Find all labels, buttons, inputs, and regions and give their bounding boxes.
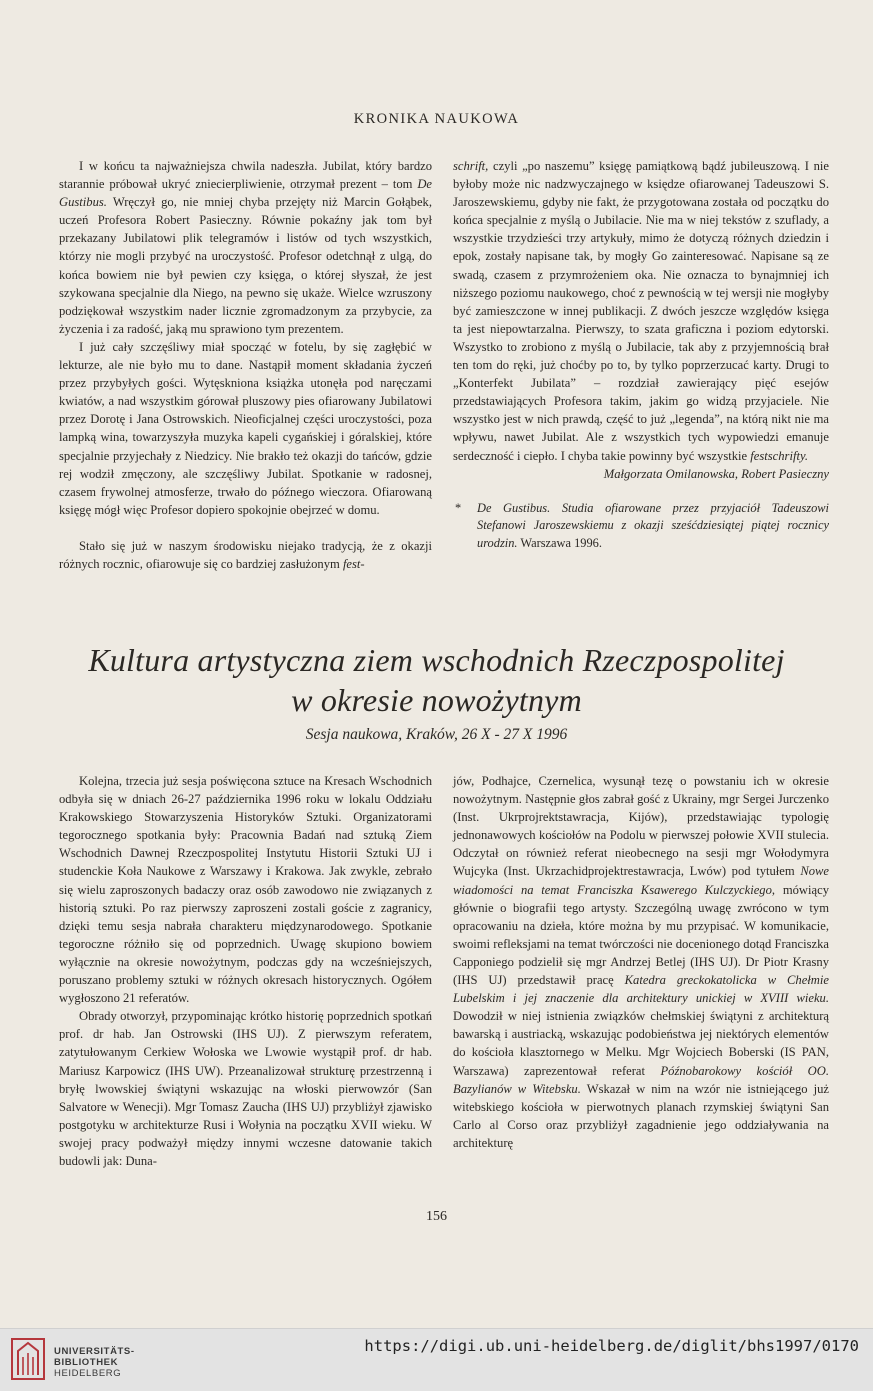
footnote-mark: * bbox=[455, 500, 462, 515]
permalink-url[interactable]: https://digi.ub.uni-heidelberg.de/diglit/bhs1997/0170 bbox=[364, 1337, 859, 1355]
viewer-footer bbox=[0, 1328, 873, 1391]
paragraph: I już cały szczęśliwy miał spocząć w fotelu, by się zagłębić w lekturze, ale nie było mu to dane. Nastąpił moment składania życzeń przez przybyłych gości. Wytęskniona książka utonęła pod naręczami kwiatów, a nad wszystkim górował pluszowy pies ofiarowany Jubilatowi przez Dorotę i Jana Ostrowskich. Nieoficjalnej części uroczystości, poza lampką wina, towarzyszyła muzyka kapeli cygańskiej i góralskiej, które specjalnie przyjechały z Niedzicy. Nie brakło też okazji do tańców, gdzie rej wodził zmęczony, ale szczęśliwy Jubilat. Spotkanie w radosnej, czasem frywolnej atmosferze, trwało do późnego wieczora. Ofiarowaną księgę mógł więc Profesor dopiero spokojnie obejrzeć w domu. bbox=[59, 339, 432, 517]
paragraph: Kolejna, trzecia już sesja poświęcona sztuce na Kresach Wschodnich odbyła się w dniach 26-27 października 1996 roku w lokalu Oddziału Krakowskiego Stowarzyszenia Historyków Sztuki. Organizatorami tegorocznego spotkania były: Pracownia Badań nad sztuką Ziem Wschodnich Dawnej Rzeczpospolitej Instytutu Historii Sztuki UJ i studenckie Koła Naukowe z Warszawy i Krakowa. Jak zwykle, zebrało się wielu zaproszonych badaczy oraz osób zawodowo nie związanych z historią sztuki. Po raz pierwszy zaproszeni zostali goście z zagranicy, dzięki temu sesja nabrała charakteru międzynarodowego. Spotkanie tegoroczne różniło się od poprzednich. Uwagę skupiono bowiem wyłącznie na okresie nowożytnym, podczas gdy na wcześniejszych, poruszano problemy sztuki w różnych okresach historycznych. Ogółem wygłoszono 21 referatów. bbox=[59, 774, 432, 1006]
paragraph: schrift, czyli „po naszemu” księgę pamiątkową bądź jubileuszową. I nie byłoby może nic nadzwyczajnego w księdze ofiarowanej Tadeuszowi S. Jaroszewskiemu, gdyby nie fakt, że przygotowana została od początku do końca specjalnie z myślą o Jubilacie. Nie ma w niej tekstów z szuflady, a wszystkie trzydzieści trzy artykuły, mimo że dotyczą różnych dziedzin i epok, zostały napisane tak, by mogły Go zainteresować. Napisane są ze swadą, czasem z przymrożeniem oka. Nie oznacza to bynajmniej ich niższego poziomu naukowego, choć z pewnością w tej wersji nie mogłyby być zamieszczone w innej publikacji. Z dwóch jeszcze względów księga ta jest niepowtarzalna. Pierwszy, to szata graficzna i poziom edytorski. Wszystko to zrobiono z myślą o Jubilacie, tak aby z przyjemnością brał ten tom do ręki, już choćby po to, by tylko poprzerzucać karty. Drugi to „Konterfekt Jubilata” – rozdział zawierający pięć esejów przedstawiających Profesora takim, jakim go widzą przyjaciele. Nie wszystko jest w nich prawdą, część to już „legenda”, na którą nikt nie ma wpływu, nawet Jubilat. Ale z wszystkich tych wypowiedzi emanuje serdeczność i ciepło. I chyba takie powinny być wszystkie festschrifty. bbox=[453, 159, 829, 463]
column-left-top bbox=[59, 157, 432, 573]
column-right-top bbox=[453, 157, 829, 552]
article-title: Kultura artystyczna ziem wschodnich Rzeczpospolitej w okresie nowożytnym bbox=[88, 642, 785, 718]
column-right-bottom bbox=[453, 772, 829, 1152]
column-left-bottom bbox=[59, 772, 432, 1170]
page-number: 156 bbox=[426, 1209, 447, 1224]
signature: Małgorzata Omilanowska, Robert Pasieczny bbox=[603, 466, 829, 481]
paragraph: Obrady otworzył, przypominając krótko historię poprzednich spotkań prof. dr hab. Jan Ostrowski (IHS UJ). Z pierwszym referatem, zatytułowanym Cerkiew Wołoska we Lwowie wystąpił prof. dr hab. Mariusz Karpowicz (IHS UW). Przeanalizował strukturę przestrzenną i bryłę lwowskiej świątyni wskazując na włoski pierwowzór (San Salvatore w Wenecji). Mgr Tomasz Zaucha (IHS UJ) przybliżył zjawisko postgotyku w architekturze Rusi i Wołynia na początku XVII wieku. W swojej pracy podważył między innymi wczesne datowanie takich budowli jak: Duna- bbox=[59, 1009, 432, 1168]
paragraph: jów, Podhajce, Czernelica, wysunął tezę o powstaniu ich w okresie nowożytnym. Następnie głos zabrał gość z Ukrainy, mgr Sergei Jurczenko (Inst. Ukrprojrektstawracja, Kijów), przedstawiając typologię jednonawowych kościołów na Podolu w pierwszej połowie XVII stulecia. Odczytał on również referat nieobecnego na sesji mgr Wołodymyra Wujcyka (Inst. Ukrzachidprojektrestawracja, Lwów) pod tytułem Nowe wiadomości na temat Franciszka Ksawerego Kulczyckiego, mówiący głównie o biografii tego artysty. Szczególną uwagę zwrócono w tym opracowaniu na dzieła, które można by mu przypisać. W komunikacie, swoimi refleksjami na temat twórczości nie docenionego dotąd Franciszka Capponiego podzielił się mgr Andrzej Betlej (IHS UJ). Dr Piotr Krasny (IHS UJ) przedstawił pracę Katedra greckokatolicka w Chełmie Lubelskim i jej znaczenie dla architektury unickiej w XVIII wieku. Dowodził w niej istnienia związków chełmskiej świątyni z architekturą bawarską i austriacką, wskazując podobieństwa jej niektórych elementów do kościoła klasztornego w Melku. Mgr Wojciech Boberski (IS PAN, Warszawa) zaprezentował referat Późnobarokowy kościół OO. Bazylianów w Witebsku. Wskazał w nim na wzór nie istniejącego już witebskiego kościoła w pierwotnych planach rzymskiej świątyni San Carlo al Corso oraz przybliżył zagadnienie jego oddziaływania na architekturę bbox=[453, 774, 829, 1150]
library-name-line3: HEIDELBERG bbox=[54, 1368, 122, 1379]
footnote: * De Gustibus. Studia ofiarowane przez przyjaciół Tadeuszowi Stefanowi Jaroszewskiemu z okazji sześćdziesiątej piątej rocznicy urodzin. Warszawa 1996. bbox=[455, 500, 829, 550]
paragraph: Stało się już w naszym środowisku niejako tradycją, że z okazji różnych rocznic, ofiarowuje się co bardziej zasłużonym fest- bbox=[59, 538, 432, 571]
running-head: KRONIKA NAUKOWA bbox=[353, 111, 520, 127]
library-name-line1: UNIVERSITÄTS- bbox=[54, 1346, 135, 1357]
library-logo-icon bbox=[10, 1337, 46, 1381]
paragraph: I w końcu ta najważniejsza chwila nadeszła. Jubilat, który bardzo starannie próbował ukryć zniecierpliwienie, otrzymał prezent – tom De Gustibus. Wręczył go, nie mniej chyba przejęty niż Marcin Gołąbek, uczeń Profesora Robert Pasieczny. Równie pokaźny jak tom był przekazany Jubilatowi plik telegramów i listów od tych wszystkich, którzy nie mogli przybyć na uroczystość. Profesor odetchnął z ulgą, do końca bowiem nie był pewien czy księga, o której słyszał, że jest szykowana specjalnie dla Niego, na pewno się ukaże. Wielce wzruszony podziękował wszystkim nader licznie zgromadzonym za przybycie, za życzenia i za radość, jaką mu sprawiono tym prezentem. bbox=[59, 159, 432, 336]
library-name-line2: BIBLIOTHEK bbox=[54, 1357, 119, 1368]
article-subtitle: Sesja naukowa, Kraków, 26 X - 27 X 1996 bbox=[305, 726, 568, 743]
